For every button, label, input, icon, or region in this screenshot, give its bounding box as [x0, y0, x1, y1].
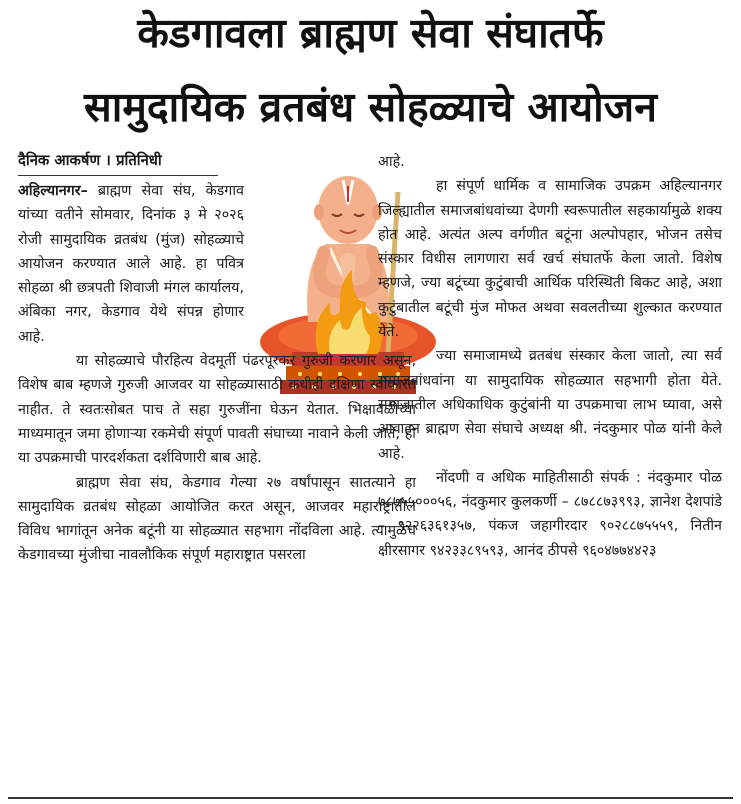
contact-paragraph: नोंदणी व अधिक माहितीसाठी संपर्क : नंदकुमार पोळ ७८७५५०००५६, नंदकुमार कुलकर्णी – ८७८८७३९९३, ज्ञानेश देशपांडे – ९२२६३६१३५७, पंकज जहागीरदार ९०२८८७५५५९, नितीन क्षीरसागर ९४२३३८९५९३, आनंद ठीपसे ९६०४७७४४२३ [378, 469, 722, 559]
article-right-column [378, 150, 722, 563]
article-paragraph: या सोहळ्याचे पौरहित्य वेदमूर्ती पंढरपूरकर गुरुजी करणार असून, विशेष बाब म्हणजे गुरुजी आजवर या सोहळ्यासाठी कधीही दक्षिणा स्वीकारत नाहीत. ते स्वतःसोबत पाच ते सहा गुरुजींना घेऊन येतात. भिक्षावळीच्या माध्यमातून जमा होणाऱ्या रकमेची संपूर्ण पावती संघाच्या नावाने केली जाते, ही या उपक्रमाची पारदर्शकता दर्शविणारी बाब आहे. [18, 353, 416, 467]
byline: दैनिक आकर्षण । प्रतिनिधी [18, 150, 218, 176]
article-continuation: आहे. [378, 154, 405, 170]
headline-line-1: केडगावला ब्राह्मण सेवा संघातर्फे [137, 9, 604, 57]
article-paragraph [18, 179, 244, 349]
bottom-divider [8, 797, 733, 799]
headline-line-2: सामुदायिक व्रतबंध सोहळ्याचे आयोजन [84, 83, 657, 131]
article-paragraph: हा संपूर्ण धार्मिक व सामाजिक उपक्रम अहिल्यानगर जिल्ह्यातील समाजबांधवांच्या देणगी स्वरूपातील सहकार्यामुळे शक्य होत आहे. अत्यंत अल्प वर्गणीत बटूंना अल्पोपहार, भोजन तसेच संस्कार विधीस लागणारा सर्व खर्च संघातर्फे केला जातो. विशेष म्हणजे, ज्या बटूंच्या कुटुंबाची आर्थिक परिस्थिती बिकट आहे, अशा कुटुंबातील बटूंची मुंज मोफत अथवा सवलतीच्या शुल्कात करण्यात येते. [378, 178, 722, 341]
article-left-column [18, 150, 416, 568]
article-paragraph: ज्या समाजामध्ये व्रतबंध संस्कार केला जातो, त्या सर्व समाजबांधवांना या सामुदायिक सोहळ्यात सहभागी होता येते. समाजातील अधिकाधिक कुटुंबांनी या उपक्रमाचा लाभ घ्यावा, असे आवाहन ब्राह्मण सेवा संघाचे अध्यक्ष श्री. नंदकुमार पोळ यांनी केले आहे. [378, 348, 722, 462]
article-paragraph: ब्राह्मण सेवा संघ, केडगाव गेल्या २७ वर्षांपासून सातत्याने हा सामुदायिक व्रतबंध सोहळा आयोजित करत असून, आजवर महाराष्ट्रातील विविध भागांतून अनेक बटूंनी या सोहळ्यात सहभाग नोंदविला आहे. त्यामुळेच केडगावच्या मुंजीचा नावलौकिक संपूर्ण महाराष्ट्रात पसरला [18, 474, 416, 564]
dateline: अहिल्यानगर– [18, 183, 88, 199]
paragraph-text: ब्राह्मण सेवा संघ, केडगाव यांच्या वतीने सोमवार, दिनांक ३ मे २०२६ रोजी सामुदायिक व्रतबंध (मुंज) सोहळ्याचे आयोजन करण्यात आले आहे. हा पवित्र सोहळा श्री छत्रपती शिवाजी मंगल कार्यालय, अंबिका नगर, केडगाव येथे संपन्न होणार आहे. [18, 183, 244, 345]
